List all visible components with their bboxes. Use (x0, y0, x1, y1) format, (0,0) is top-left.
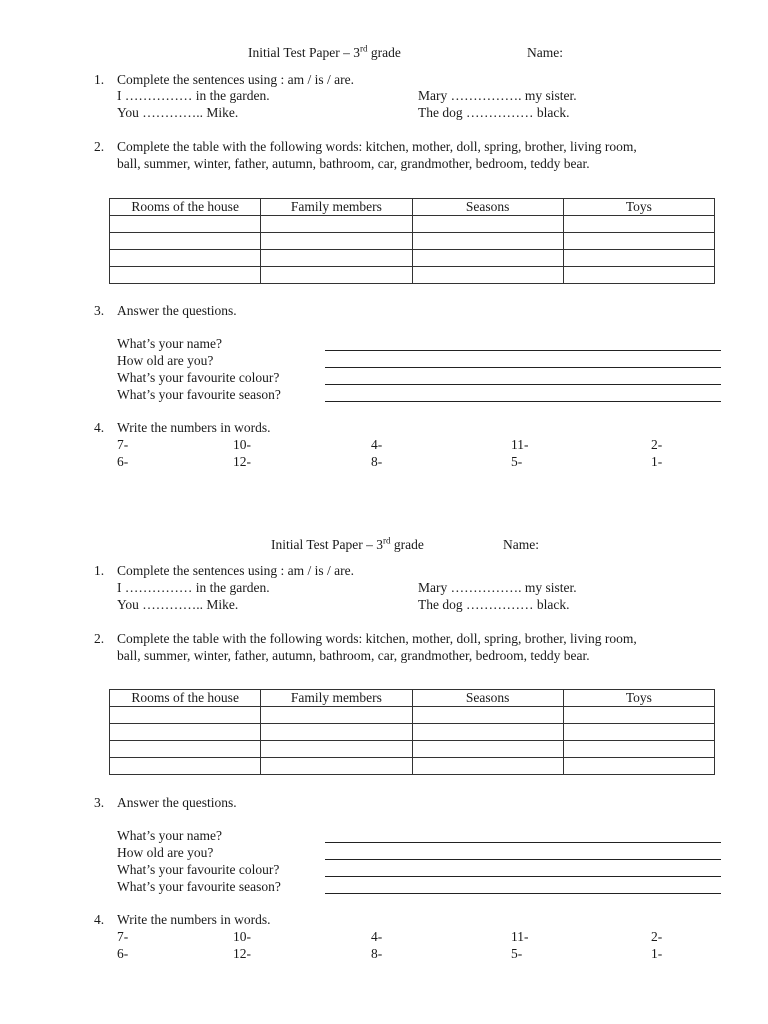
question-item: What’s your favourite colour? (117, 862, 280, 877)
table-cell[interactable] (563, 724, 714, 741)
table-cell[interactable] (412, 250, 563, 267)
table-cell[interactable] (412, 707, 563, 724)
table-cell[interactable] (412, 741, 563, 758)
table-row (110, 216, 715, 233)
question-4-number: 4. (94, 912, 105, 927)
table-cell[interactable] (261, 741, 412, 758)
table-header-cell: Family members (261, 690, 412, 707)
number-item: 10- (233, 437, 251, 452)
number-item: 12- (233, 454, 251, 469)
page-title: Initial Test Paper – 3rd grade (248, 43, 401, 60)
question-3-number: 3. (94, 303, 105, 318)
question-item: What’s your favourite season? (117, 879, 281, 894)
sentence-3: You ………….. Mike. (117, 597, 239, 612)
question-1-number: 1. (94, 72, 105, 87)
name-label: Name: (527, 45, 563, 60)
number-item: 11- (511, 437, 529, 452)
table-cell[interactable] (563, 758, 714, 775)
table-cell[interactable] (110, 724, 261, 741)
table-cell[interactable] (110, 233, 261, 250)
number-item: 6- (117, 454, 129, 469)
sentence-4: The dog …………… black. (418, 597, 570, 612)
sentence-2: Mary ……………. my sister. (418, 580, 577, 595)
table-cell[interactable] (261, 724, 412, 741)
question-item: What’s your name? (117, 828, 222, 843)
table-cell[interactable] (412, 724, 563, 741)
number-item: 11- (511, 929, 529, 944)
question-item: How old are you? (117, 353, 214, 368)
table-row (110, 707, 715, 724)
number-item: 5- (511, 946, 523, 961)
answer-line[interactable] (325, 384, 721, 385)
question-3-number: 3. (94, 795, 105, 810)
sentence-4: The dog …………… black. (418, 105, 570, 120)
table-cell[interactable] (261, 233, 412, 250)
table-header-row (110, 690, 715, 707)
question-item: What’s your name? (117, 336, 222, 351)
table-cell[interactable] (563, 267, 714, 284)
word-table (109, 689, 715, 775)
table-cell[interactable] (110, 267, 261, 284)
table-row (110, 724, 715, 741)
table-cell[interactable] (563, 250, 714, 267)
number-item: 6- (117, 946, 129, 961)
table-row (110, 267, 715, 284)
name-label: Name: (503, 537, 539, 552)
number-item: 7- (117, 437, 129, 452)
table-cell[interactable] (563, 707, 714, 724)
number-item: 1- (651, 454, 663, 469)
question-3-text: Answer the questions. (117, 795, 237, 810)
sentence-1: I …………… in the garden. (117, 580, 270, 595)
question-item: What’s your favourite colour? (117, 370, 280, 385)
table-cell[interactable] (261, 267, 412, 284)
number-item: 4- (371, 437, 383, 452)
number-item: 5- (511, 454, 523, 469)
answer-line[interactable] (325, 367, 721, 368)
number-item: 7- (117, 929, 129, 944)
question-2-line-1: Complete the table with the following words: kitchen, mother, doll, spring, brother, living room, (117, 139, 637, 154)
table-cell[interactable] (412, 233, 563, 250)
question-item: How old are you? (117, 845, 214, 860)
number-item: 2- (651, 929, 663, 944)
table-cell[interactable] (412, 758, 563, 775)
question-4-text: Write the numbers in words. (117, 912, 271, 927)
number-item: 10- (233, 929, 251, 944)
table-cell[interactable] (110, 250, 261, 267)
table-cell[interactable] (563, 233, 714, 250)
answer-line[interactable] (325, 893, 721, 894)
question-1-number: 1. (94, 563, 105, 578)
table-cell[interactable] (261, 250, 412, 267)
table-cell[interactable] (563, 741, 714, 758)
table-row (110, 250, 715, 267)
question-4-number: 4. (94, 420, 105, 435)
table-cell[interactable] (261, 216, 412, 233)
table-header-cell: Seasons (412, 199, 563, 216)
table-header-cell: Rooms of the house (110, 690, 261, 707)
table-row (110, 233, 715, 250)
table-cell[interactable] (261, 707, 412, 724)
table-cell[interactable] (110, 741, 261, 758)
number-item: 2- (651, 437, 663, 452)
table-header-cell: Family members (261, 199, 412, 216)
number-item: 8- (371, 454, 383, 469)
number-item: 12- (233, 946, 251, 961)
answer-line[interactable] (325, 350, 721, 351)
sentence-2: Mary ……………. my sister. (418, 88, 577, 103)
number-item: 1- (651, 946, 663, 961)
table-cell[interactable] (563, 216, 714, 233)
question-3-text: Answer the questions. (117, 303, 237, 318)
question-item: What’s your favourite season? (117, 387, 281, 402)
answer-line[interactable] (325, 876, 721, 877)
question-2-line-2: ball, summer, winter, father, autumn, bathroom, car, grandmother, bedroom, teddy bear. (117, 648, 590, 663)
table-cell[interactable] (110, 758, 261, 775)
table-row (110, 758, 715, 775)
table-cell[interactable] (261, 758, 412, 775)
table-cell[interactable] (110, 707, 261, 724)
answer-line[interactable] (325, 401, 721, 402)
page-title: Initial Test Paper – 3rd grade (271, 535, 424, 552)
question-2-line-2: ball, summer, winter, father, autumn, bathroom, car, grandmother, bedroom, teddy bear. (117, 156, 590, 171)
answer-line[interactable] (325, 842, 721, 843)
table-cell[interactable] (110, 216, 261, 233)
question-1-text: Complete the sentences using : am / is / are. (117, 72, 354, 87)
table-header-cell: Rooms of the house (110, 199, 261, 216)
number-item: 4- (371, 929, 383, 944)
table-header-cell: Toys (563, 199, 714, 216)
question-2-number: 2. (94, 631, 105, 646)
sentence-3: You ………….. Mike. (117, 105, 239, 120)
question-4-text: Write the numbers in words. (117, 420, 271, 435)
table-header-cell: Seasons (412, 690, 563, 707)
table-cell[interactable] (412, 267, 563, 284)
answer-line[interactable] (325, 859, 721, 860)
question-2-line-1: Complete the table with the following words: kitchen, mother, doll, spring, brother, living room, (117, 631, 637, 646)
table-row (110, 741, 715, 758)
sentence-1: I …………… in the garden. (117, 88, 270, 103)
question-1-text: Complete the sentences using : am / is / are. (117, 563, 354, 578)
word-table (109, 198, 715, 284)
table-cell[interactable] (412, 216, 563, 233)
table-header-cell: Toys (563, 690, 714, 707)
question-2-number: 2. (94, 139, 105, 154)
number-item: 8- (371, 946, 383, 961)
table-header-row (110, 199, 715, 216)
